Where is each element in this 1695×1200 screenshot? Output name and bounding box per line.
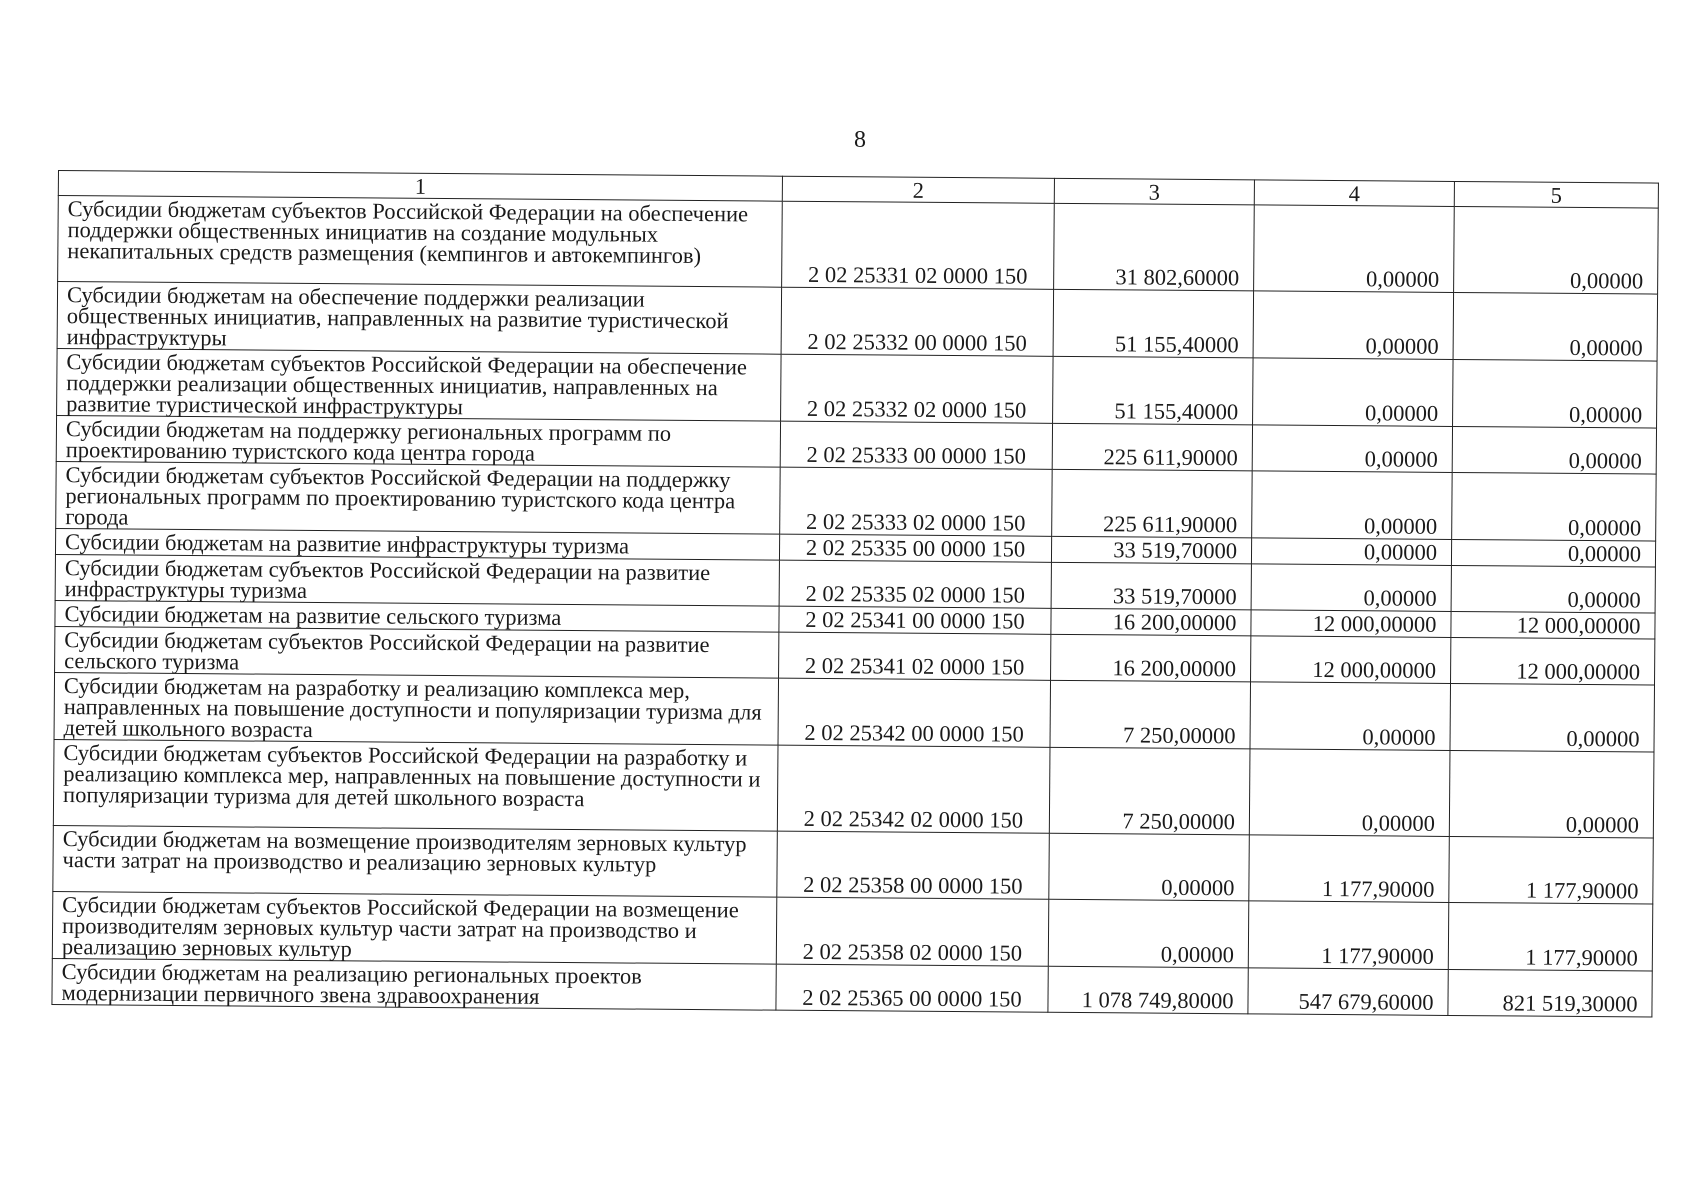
row-code: 2 02 25342 02 0000 150 (777, 745, 1050, 833)
column-header-4: 4 (1254, 180, 1454, 207)
row-value-col4: 0,00000 (1249, 749, 1450, 837)
row-value-col5: 0,00000 (1451, 565, 1655, 613)
table-row (53, 825, 1653, 904)
table-row (58, 196, 1659, 295)
column-header-1: 1 (58, 171, 782, 202)
row-description: Субсидии бюджетам субъектов Российской Федерации на обеспечение поддержки реализации общественных инициатив, направленных на развитие туристической инфраструктуры (57, 348, 782, 421)
row-value-col3: 51 155,40000 (1053, 356, 1254, 425)
budget-table-container (51, 170, 1658, 1018)
row-value-col5: 0,00000 (1452, 472, 1657, 541)
row-code: 2 02 25333 02 0000 150 (780, 467, 1053, 536)
row-value-col3: 31 802,60000 (1054, 203, 1255, 291)
page-number: 8 (854, 127, 866, 153)
row-value-col3: 0,00000 (1048, 899, 1249, 968)
row-value-col3: 16 200,00000 (1051, 608, 1251, 636)
row-value-col4: 0,00000 (1252, 425, 1452, 473)
row-description: Субсидии бюджетам на возмещение производителям зерновых культур части затрат на производство и реализацию зерновых культур (53, 825, 777, 897)
table-row (52, 891, 1652, 971)
row-value-col5: 0,00000 (1450, 683, 1655, 752)
row-value-col4: 0,00000 (1253, 291, 1454, 360)
row-value-col5: 0,00000 (1449, 750, 1654, 838)
row-value-col4: 0,00000 (1251, 538, 1451, 566)
row-code: 2 02 25335 00 0000 150 (779, 534, 1051, 562)
row-description: Субсидии бюджетам субъектов Российской Федерации на возмещение производителям зерновых культур части затрат на производство и реализацию зерновых культур (52, 891, 777, 964)
row-value-col3: 33 519,70000 (1051, 536, 1251, 564)
row-value-col4: 12 000,00000 (1251, 610, 1451, 638)
row-code: 2 02 25341 02 0000 150 (779, 632, 1051, 680)
row-description: Субсидии бюджетам на поддержку региональных программ по проектированию туристского кода центра города (56, 415, 780, 467)
row-value-col4: 12 000,00000 (1251, 636, 1451, 684)
row-code: 2 02 25365 00 0000 150 (776, 964, 1048, 1012)
column-header-5: 5 (1454, 181, 1658, 208)
row-value-col3: 225 611,90000 (1052, 469, 1253, 538)
row-value-col5: 12 000,00000 (1451, 611, 1655, 639)
row-value-col3: 1 078 749,80000 (1048, 966, 1248, 1014)
table-row (57, 348, 1657, 428)
row-value-col5: 0,00000 (1452, 426, 1656, 474)
row-value-col4: 0,00000 (1253, 358, 1454, 427)
row-value-col4: 0,00000 (1254, 205, 1455, 293)
row-value-col3: 7 250,00000 (1050, 680, 1251, 749)
row-description: Субсидии бюджетам на реализацию региональных проектов модернизации первичного звена здравоохранения (52, 958, 776, 1010)
row-value-col3: 33 519,70000 (1051, 562, 1251, 610)
row-value-col3: 225 611,90000 (1052, 423, 1252, 471)
row-value-col5: 1 177,90000 (1449, 836, 1654, 904)
row-description: Субсидии бюджетам субъектов Российской Федерации на поддержку региональных программ по проектированию туристского кода центра города (56, 461, 781, 534)
row-value-col5: 0,00000 (1453, 292, 1658, 361)
row-value-col5: 0,00000 (1451, 539, 1655, 567)
row-value-col4: 0,00000 (1250, 682, 1451, 751)
row-value-col4: 547 679,60000 (1248, 968, 1448, 1016)
row-code: 2 02 25341 00 0000 150 (779, 606, 1051, 634)
row-value-col5: 12 000,00000 (1451, 637, 1655, 685)
row-code: 2 02 25335 02 0000 150 (779, 560, 1051, 608)
row-value-col5: 0,00000 (1454, 206, 1659, 294)
row-value-col4: 0,00000 (1251, 564, 1451, 612)
row-code: 2 02 25358 00 0000 150 (777, 831, 1050, 899)
row-description: Субсидии бюджетам на разработку и реализацию комплекса мер, направленных на повышение доступности и популяризации туризма для детей школьного возраста (54, 672, 779, 745)
row-code: 2 02 25333 00 0000 150 (780, 421, 1052, 469)
table-row (56, 461, 1656, 541)
row-code: 2 02 25342 00 0000 150 (778, 678, 1051, 747)
budget-table (51, 170, 1659, 1018)
row-description: Субсидии бюджетам субъектов Российской Федерации на развитие сельского туризма (55, 626, 779, 678)
row-description: Субсидии бюджетам на обеспечение поддержки реализации общественных инициатив, направленных на развитие туристической инфраструктуры (57, 282, 782, 355)
row-value-col5: 0,00000 (1453, 359, 1658, 428)
row-value-col3: 7 250,00000 (1049, 747, 1250, 835)
table-row (53, 739, 1654, 838)
row-description: Субсидии бюджетам на развитие инфраструктуры туризма (55, 528, 779, 560)
row-code: 2 02 25331 02 0000 150 (782, 201, 1055, 289)
row-value-col3: 16 200,00000 (1051, 634, 1251, 682)
row-description: Субсидии бюджетам субъектов Российской Федерации на обеспечение поддержки общественных инициатив на создание модульных некапитальных средств размещения (кемпингов и автокемпингов) (58, 196, 783, 288)
row-code: 2 02 25358 02 0000 150 (776, 897, 1049, 966)
row-description: Субсидии бюджетам на развитие сельского туризма (55, 600, 779, 632)
row-description: Субсидии бюджетам субъектов Российской Федерации на разработку и реализацию комплекса мер, направленных на повышение доступности и популяризации туризма для детей школьного возраста (53, 739, 778, 831)
row-value-col5: 821 519,30000 (1448, 969, 1652, 1017)
row-code: 2 02 25332 02 0000 150 (781, 354, 1054, 423)
row-value-col3: 0,00000 (1049, 833, 1250, 901)
row-value-col4: 0,00000 (1252, 471, 1453, 540)
column-header-3: 3 (1054, 178, 1254, 205)
row-description: Субсидии бюджетам субъектов Российской Федерации на развитие инфраструктуры туризма (55, 554, 779, 606)
row-code: 2 02 25332 00 0000 150 (781, 287, 1054, 356)
row-value-col4: 1 177,90000 (1248, 901, 1449, 970)
row-value-col3: 51 155,40000 (1053, 289, 1254, 358)
row-value-col4: 1 177,90000 (1249, 835, 1450, 903)
table-row (57, 282, 1657, 362)
column-header-2: 2 (782, 176, 1054, 203)
table-row (54, 672, 1654, 752)
row-value-col5: 1 177,90000 (1448, 902, 1653, 971)
